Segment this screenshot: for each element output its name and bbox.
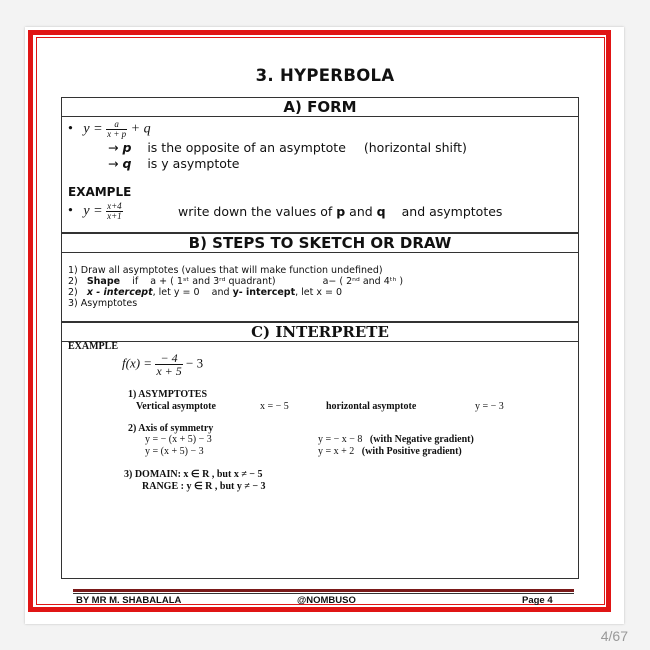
- vertical-asymptote-label: Vertical asymptote: [136, 401, 216, 412]
- function-formula: f(x) = $\frac{- 4}{x + 5}$ − 3: [122, 351, 204, 378]
- example-formula-a: • y = $\frac{x+4}{x+1}$: [68, 201, 122, 221]
- footer-handle: @NOMBUSO: [297, 595, 356, 606]
- symmetry-eq-1: y = − (x + 5) − 3: [145, 434, 212, 445]
- example-label-c: EXAMPLE: [68, 341, 118, 352]
- symmetry-eq-4: y = x + 2 (with Positive gradient): [318, 446, 462, 457]
- example-instruction-a: write down the values of p and q and asymptotes: [178, 204, 503, 219]
- section-a-heading: A) FORM: [61, 97, 579, 117]
- step-1: 1) Draw all asymptotes (values that will make function undefined): [68, 265, 383, 276]
- symmetry-eq-2: y = (x + 5) − 3: [145, 446, 204, 457]
- vertical-asymptote-eq: x = − 5: [260, 401, 289, 412]
- symmetry-heading: 2) Axis of symmetry: [128, 423, 214, 434]
- footer-author: BY MR M. SHABALALA: [76, 595, 182, 606]
- symmetry-eq-3: y = − x − 8 (with Negative gradient): [318, 434, 474, 445]
- page-indicator: 4/67: [600, 628, 628, 644]
- section-b-heading: B) STEPS TO SKETCH OR DRAW: [61, 233, 579, 253]
- page-title: 3. HYPERBOLA: [255, 66, 395, 85]
- footer-page: Page 4: [522, 595, 553, 606]
- form-line-p: → p is the opposite of an asymptote (horizontal shift): [108, 140, 467, 155]
- form-formula: • y = $\frac{a}{x + p}$ + q: [68, 119, 151, 139]
- example-label-a: EXAMPLE: [68, 185, 132, 199]
- horizontal-asymptote-label: horizontal asymptote: [326, 401, 417, 412]
- horizontal-asymptote-eq: y = − 3: [475, 401, 504, 412]
- step-2-intercepts: 2) x - intercept, let y = 0 and y- intercept, let x = 0: [68, 287, 343, 298]
- domain-line: 3) DOMAIN: x ∈ R , but x ≠ − 5: [124, 469, 263, 480]
- footer-rule: [73, 589, 574, 592]
- form-line-q: → q is y asymptote: [108, 156, 240, 171]
- range-line: RANGE : y ∈ R , but y ≠ − 3: [142, 481, 266, 492]
- section-c-heading: C) INTERPRETE: [61, 322, 579, 342]
- asymptotes-heading: 1) ASYMPTOTES: [128, 389, 207, 400]
- footer-rule-thin: [73, 593, 574, 594]
- step-3: 3) Asymptotes: [68, 298, 138, 309]
- step-2-shape: 2) Shape if a + ( 1ˢᵗ and 3ʳᵈ quadrant) a− ( 2ⁿᵈ and 4ᵗʰ ): [68, 276, 404, 287]
